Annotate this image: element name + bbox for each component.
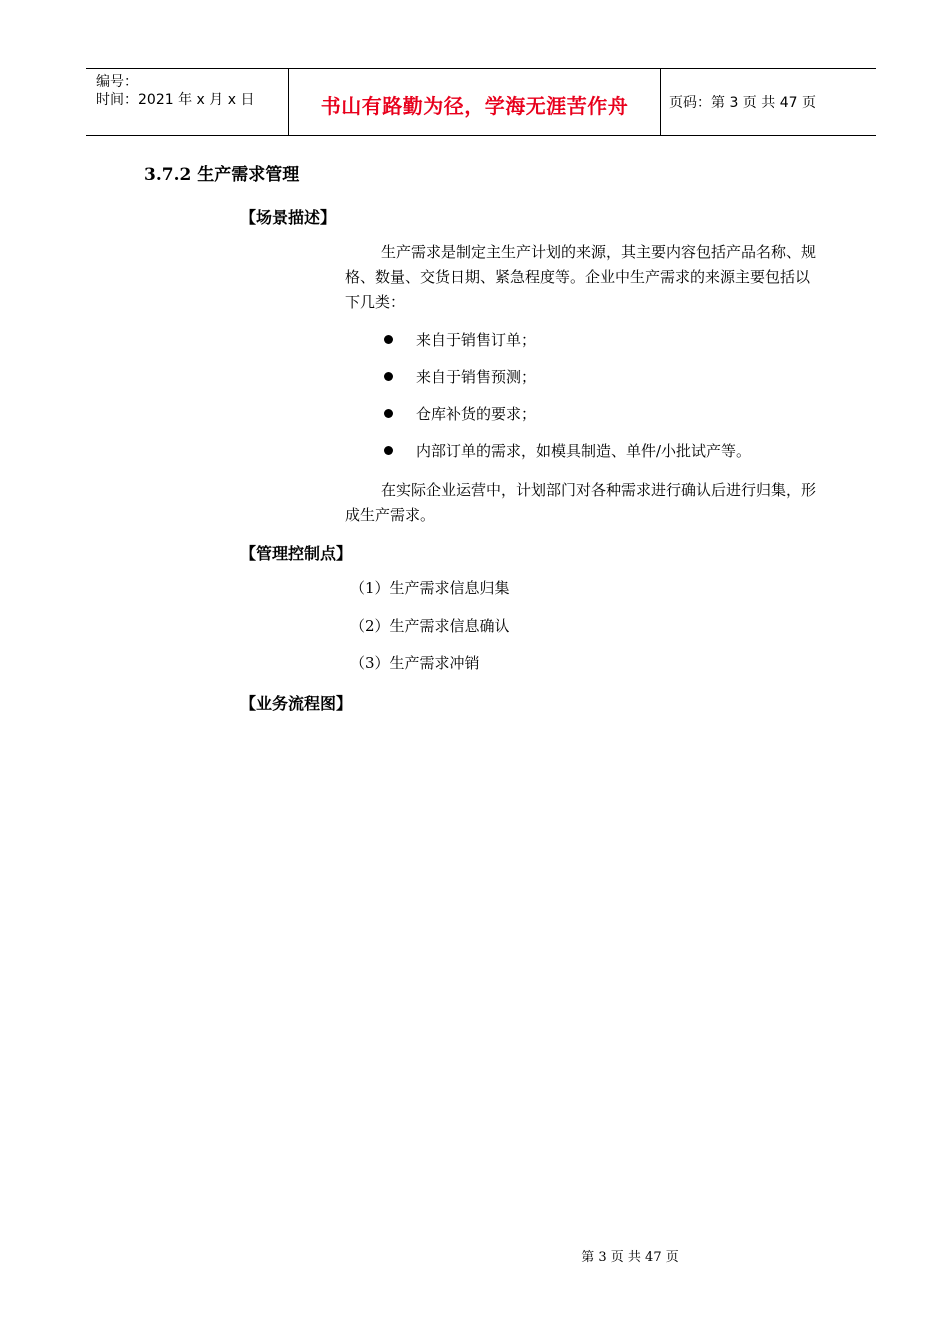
scene-heading: 【场景描述】: [240, 208, 337, 227]
document-number-label: 编号：: [96, 74, 138, 90]
document-time-label: 时间：2021 年 x 月 x 日: [96, 92, 255, 108]
page-footer: 第 3 页 共 47 页: [581, 1250, 679, 1265]
section-heading: 3.7.2 生产需求管理: [144, 165, 300, 185]
bullet-dot-icon: [384, 446, 393, 455]
bullet-dot-icon: [384, 409, 393, 418]
header-left-cell: [86, 69, 288, 135]
list-item-text: 来自于销售预测；: [416, 368, 537, 386]
scene-intro-paragraph: 生产需求是制定主生产计划的来源，其主要内容包括产品名称、规格、数量、交货日期、紧急程度等。企业中生产需求的来源主要包括以下几类：: [345, 243, 817, 311]
control-point-item: （3）生产需求冲销: [350, 654, 480, 672]
control-point-item: （1）生产需求信息归集: [350, 579, 510, 597]
bullet-dot-icon: [384, 372, 393, 381]
flowchart-heading: 【业务流程图】: [240, 694, 353, 713]
control-heading: 【管理控制点】: [240, 544, 353, 563]
header-motto: 书山有路勤为径，学海无涯苦作舟: [320, 94, 629, 118]
bullet-dot-icon: [384, 335, 393, 344]
page-header: [86, 68, 876, 136]
header-page-info: 页码：第 3 页 共 47 页: [669, 95, 816, 111]
list-item-text: 仓库补货的要求；: [416, 405, 537, 423]
header-motto-cell: [288, 69, 661, 135]
control-point-item: （2）生产需求信息确认: [350, 617, 510, 635]
list-item-text: 来自于销售订单；: [416, 331, 537, 349]
list-item-text: 内部订单的需求，如模具制造、单件/小批试产等。: [416, 442, 752, 460]
scene-outro-paragraph: 在实际企业运营中，计划部门对各种需求进行确认后进行归集，形成生产需求。: [345, 481, 817, 524]
header-right-cell: [661, 69, 876, 135]
